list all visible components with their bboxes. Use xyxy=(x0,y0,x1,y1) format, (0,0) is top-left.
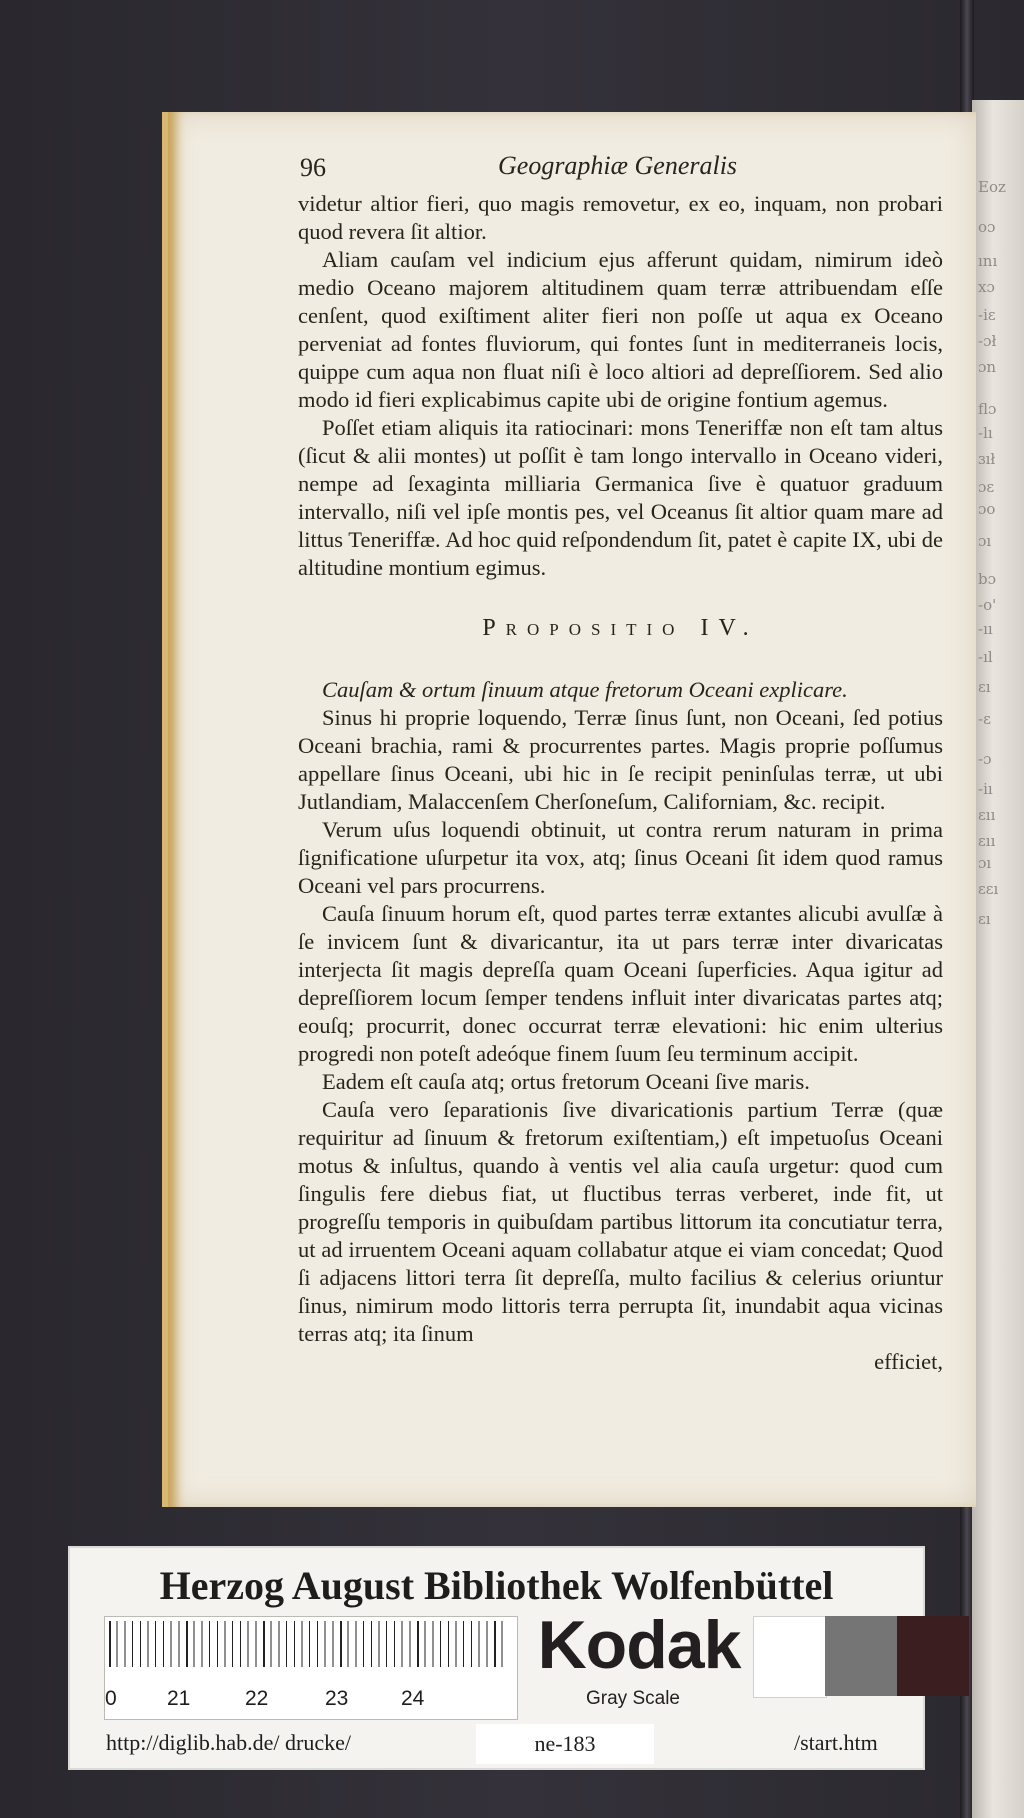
url-end: /start.htm xyxy=(794,1730,878,1755)
ruler-label: 23 xyxy=(325,1687,349,1710)
paragraph: Aliam cauſam vel indicium ejus afferunt quidam, nimirum ideò medio Oceano majorem altitudinem quam terræ attribuendam eſſe cenſent, quod exiſtiment aliter fieri non poſſe ut aqua ex Oceano perveniat ad fontes fluviorum, qui fontes ſunt in mediterraneis locis, quippe cum aqua non fluat niſi è loco altiori ad depreſſiorem. Sed alio modo id fieri explicabimus capite ubi de origine fontium agemus. xyxy=(298,247,943,412)
swatch-dark xyxy=(897,1616,969,1696)
ruler-major-tick xyxy=(263,1621,265,1667)
next-page-fragment: oɔ xyxy=(978,218,996,236)
paragraph: Verum uſus loquendi obtinuit, ut contra rerum naturam in prima ſignificatione uſurpetur ita vox, atq; ſinus Oceani ſit idem quod ramus Oceani vel pars procurrens. xyxy=(298,817,943,898)
ruler-label: 24 xyxy=(401,1687,425,1710)
next-page-fragment: -iɛ xyxy=(978,306,996,324)
kodak-logo: Kodak xyxy=(537,1607,741,1683)
paragraph: videtur altior fieri, quo magis removetur, ex eo, inquam, non probari quod revera ſit altior. xyxy=(298,191,943,244)
next-page-fragment: -ɛ xyxy=(978,710,991,728)
swatch-white xyxy=(753,1616,827,1698)
next-page-fragment: -ɔ xyxy=(978,750,992,768)
gray-scale-label: Gray Scale xyxy=(586,1688,680,1709)
next-page-fragment: -ıl xyxy=(978,648,993,666)
ruler-major-tick xyxy=(417,1621,419,1667)
ruler-label: 0 xyxy=(105,1687,117,1710)
catchword: efficiet, xyxy=(874,1349,943,1374)
proposition-subtitle: Cauſam & ortum ſinuum atque fretorum Oceani explicare. xyxy=(322,677,848,702)
ruler-label: 21 xyxy=(167,1687,191,1710)
paragraph: Cauſa ſinuum horum eſt, quod partes terræ extantes alicubi avulſæ à ſe invicem ſunt & divaricantur, ita ut pars terræ inter divaricatas interjecta ſit magis depreſſa quam Oceani ſuperficies. Aqua igitur ad depreſſiorem locum ſemper tendens influit inter divaricatas partes atq; eouſq; procurrit, donec occurrat terræ elevationi: hic enim ulterius progredi non poteſt adeóque finem ſuum ſeu terminum accipit. xyxy=(298,901,943,1066)
next-page-fragment: -iı xyxy=(978,780,993,798)
next-page-fragment: bɔ xyxy=(978,570,997,588)
url-text: http://diglib.hab.de/ drucke/ xyxy=(106,1730,352,1755)
next-page-fragment: ɛı xyxy=(978,910,991,928)
swatch-gray xyxy=(825,1616,897,1696)
next-page-fragment: -ıı xyxy=(978,620,993,638)
next-page-fragment: -lı xyxy=(978,424,993,442)
page-number: 96 xyxy=(300,153,326,182)
next-page-fragment: ɔɛ xyxy=(978,478,995,496)
next-page-fragment: ɜıł xyxy=(978,450,996,468)
paragraph: Sinus hi proprie loquendo, Terræ ſinus ſunt, non Oceani, ſed potius Oceani brachia, rami & procurrentes partes. Magis proprie poſſumus appellare ſinus Oceani, ubi hic in ſe recipit peninſulas terræ, ut ubi Jutlandiam, Malaccenſem Cherſoneſum, Californiam, &c. recipit. xyxy=(298,705,943,814)
ruler-label: 22 xyxy=(245,1687,269,1710)
ruler-major-tick xyxy=(340,1621,342,1667)
next-page-fragment: ɔı xyxy=(978,854,992,872)
running-title: Geographiæ Generalis xyxy=(498,151,738,180)
paragraph: Eadem eſt cauſa atq; ortus fretorum Oceani ſive maris. xyxy=(322,1069,810,1094)
next-page-fragment: -o' xyxy=(978,596,997,614)
color-reference-card xyxy=(68,1546,925,1770)
library-name: Herzog August Bibliothek Wolfenbüttel xyxy=(159,1563,834,1608)
shelfmark: ne-183 xyxy=(476,1724,654,1764)
paragraph: Cauſa vero ſeparationis ſive divaricationis partium Terræ (quæ requiritur ad ſinuum & fretorum exiſtentiam,) eſt impetuoſus Oceani motus & inſultus, quando à ventis vel alia cauſa urgetur: quod cum ſingulis fere diebus fiat, ut fluctibus terras verberet, inde fit, ut progreſſu temporis in quibuſdam partibus littorum ita concutiatur terra, ut ad irruentem Oceani aquam collabatur atque ei viam concedat; Quod ſi adjacens littori terra ſit depreſſa, multo facilius & celerius oriuntur ſinus, nimirum modo littoris terra perrupta ſit, inundabit aqua vicinas terras atq; ita ſinum xyxy=(298,1097,943,1346)
paragraph: Poſſet etiam aliquis ita ratiocinari: mons Teneriffæ non eſt tam altus (ſicut & alii montes) ut poſſit è tam longo intervallo in Oceano videri, nempe ad ſexaginta milliaria Germanica ſive è quatuor graduum intervallo, niſi vel ipſe montis pes, vel Oceanus ſit altior quam mare ad littus Teneriffæ. Ad hoc quid reſpondendum ſit, patet è capite IX, ubi de altitudine montium egimus. xyxy=(298,415,943,580)
next-page-fragment: ɛɛı xyxy=(978,880,999,898)
page-header xyxy=(298,150,943,190)
next-page-fragment: ɔı xyxy=(978,532,992,550)
page-content xyxy=(298,150,943,1376)
ruler-major-tick xyxy=(109,1621,111,1667)
next-page-fragment: ɛıı xyxy=(978,832,996,850)
next-page-fragment: ɔn xyxy=(978,358,997,376)
next-page-fragment: ɛıı xyxy=(978,806,996,824)
next-page-fragment: Eoz xyxy=(978,178,1006,196)
next-page-fragment: ını xyxy=(978,252,998,270)
next-page-fragment: ɔo xyxy=(978,500,996,518)
next-page-fragment: flɔ xyxy=(978,400,997,418)
proposition-heading: Propositio IV. xyxy=(482,615,759,641)
next-page-fragment: -ɔł xyxy=(978,332,997,350)
ruler-major-tick xyxy=(494,1621,496,1667)
ruler-ticks xyxy=(109,1621,509,1667)
next-page-fragment: ɛı xyxy=(978,678,991,696)
next-page-edge xyxy=(972,100,1024,1818)
next-page-fragment: xɔ xyxy=(978,278,995,296)
ruler xyxy=(104,1616,518,1720)
book-page xyxy=(162,112,976,1507)
ruler-major-tick xyxy=(186,1621,188,1667)
